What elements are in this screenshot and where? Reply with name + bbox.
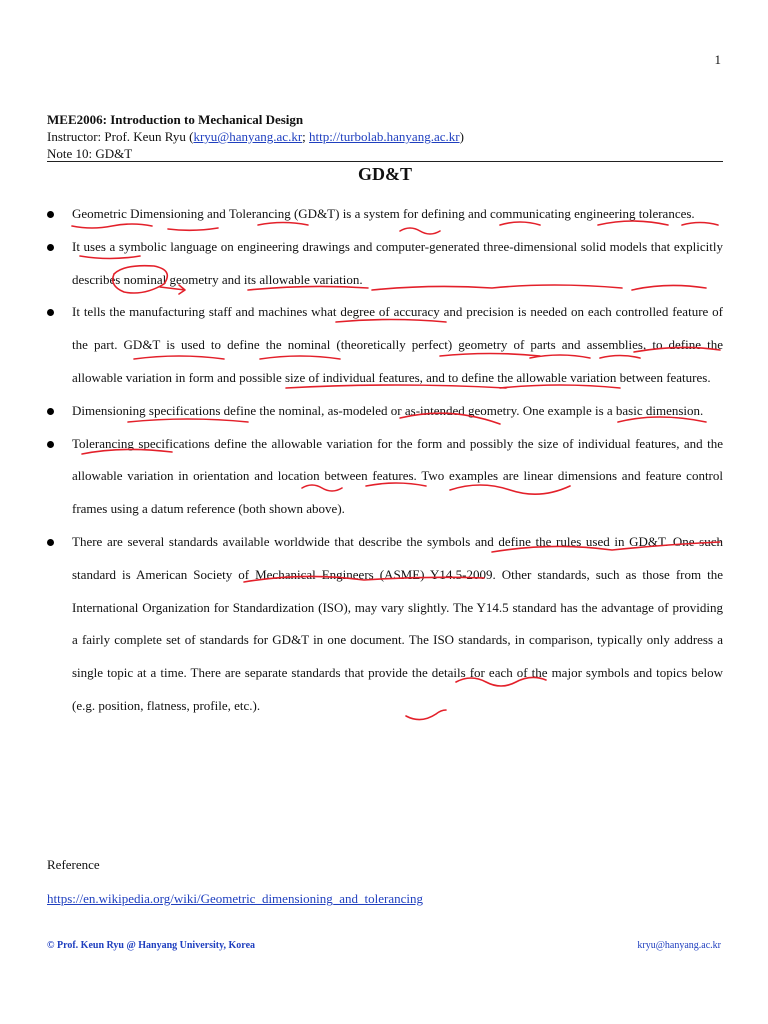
instructor-label: Instructor: Prof. Keun Ryu ( [47, 129, 194, 144]
course-title: MEE2006: Introduction to Mechanical Design [47, 112, 304, 127]
bullet-text: Tolerancing specifications define the allowable variation for the form and possibly the size of individual features, and the allowable variation in orientation and location between features. Two examples are linear dimensions and feature control frames using a datum reference (both shown above). [72, 435, 723, 517]
footer-email: kryu@hanyang.ac.kr [637, 940, 721, 951]
bullet-item [47, 526, 723, 723]
document-header [47, 111, 723, 162]
bullet-text: Geometric Dimensioning and Tolerancing (GD&T) is a system for defining and communicating engineering tolerances. [72, 206, 695, 221]
note-label: Note 10: GD&T [47, 146, 133, 161]
bullet-dot-icon [47, 211, 54, 218]
bullet-text: It uses a symbolic language on engineering drawings and computer-generated three-dimensional solid models that explicitly describes nominal geometry and its allowable variation. [72, 238, 723, 287]
bullet-dot-icon [47, 309, 54, 316]
bullet-item [47, 296, 723, 394]
reference-heading: Reference [47, 857, 100, 872]
instructor-email-link[interactable]: kryu@hanyang.ac.kr [193, 129, 303, 144]
footer-copyright: © Prof. Keun Ryu @ Hanyang University, Korea [47, 940, 256, 951]
bullet-list [47, 198, 723, 723]
bullet-item [47, 428, 723, 526]
bullet-dot-icon [47, 441, 54, 448]
bullet-dot-icon [47, 539, 54, 546]
bullet-item [47, 395, 723, 428]
page-title: GD&T [358, 164, 412, 184]
reference-link[interactable]: https://en.wikipedia.org/wiki/Geometric_dimensioning_and_tolerancing [47, 891, 423, 906]
bullet-text: Dimensioning specifications define the nominal, as-modeled or as-intended geometry. One example is a basic dimension. [72, 402, 704, 418]
bullet-item [47, 231, 723, 297]
bullet-dot-icon [47, 244, 54, 251]
instructor-line [47, 128, 723, 145]
page-number: 1 [714, 52, 721, 67]
separator: ; [302, 129, 310, 144]
bullet-dot-icon [47, 408, 54, 415]
header-divider [47, 161, 723, 162]
lab-website-link[interactable]: http://turbolab.hanyang.ac.kr [309, 129, 460, 144]
bullet-text: It tells the manufacturing staff and machines what degree of accuracy and precision is needed on each controlled feature of the part. GD&T is used to define the nominal (theoretically perfect) geometry of parts and assemblies, to define the allowable variation in form and possible size of individual features, and to define the allowable variation between features. [72, 304, 723, 385]
closing-paren: ) [459, 129, 464, 144]
bullet-text: There are several standards available worldwide that describe the symbols and define the rules used in GD&T. One such standard is American Society of Mechanical Engineers (ASME) Y14.5-2009. Other standards, such as those from the International Organization for Standardization (ISO), may vary slightly. The Y14.5 standard has the advantage of providing a fairly complete set of standards for GD&T in one document. The ISO standards, in comparison, typically only address a single topic at a time. There are separate standards that provide the details for each of the major symbols and topics below (e.g. position, flatness, profile, etc.). [72, 533, 723, 713]
bullet-item [47, 198, 723, 231]
